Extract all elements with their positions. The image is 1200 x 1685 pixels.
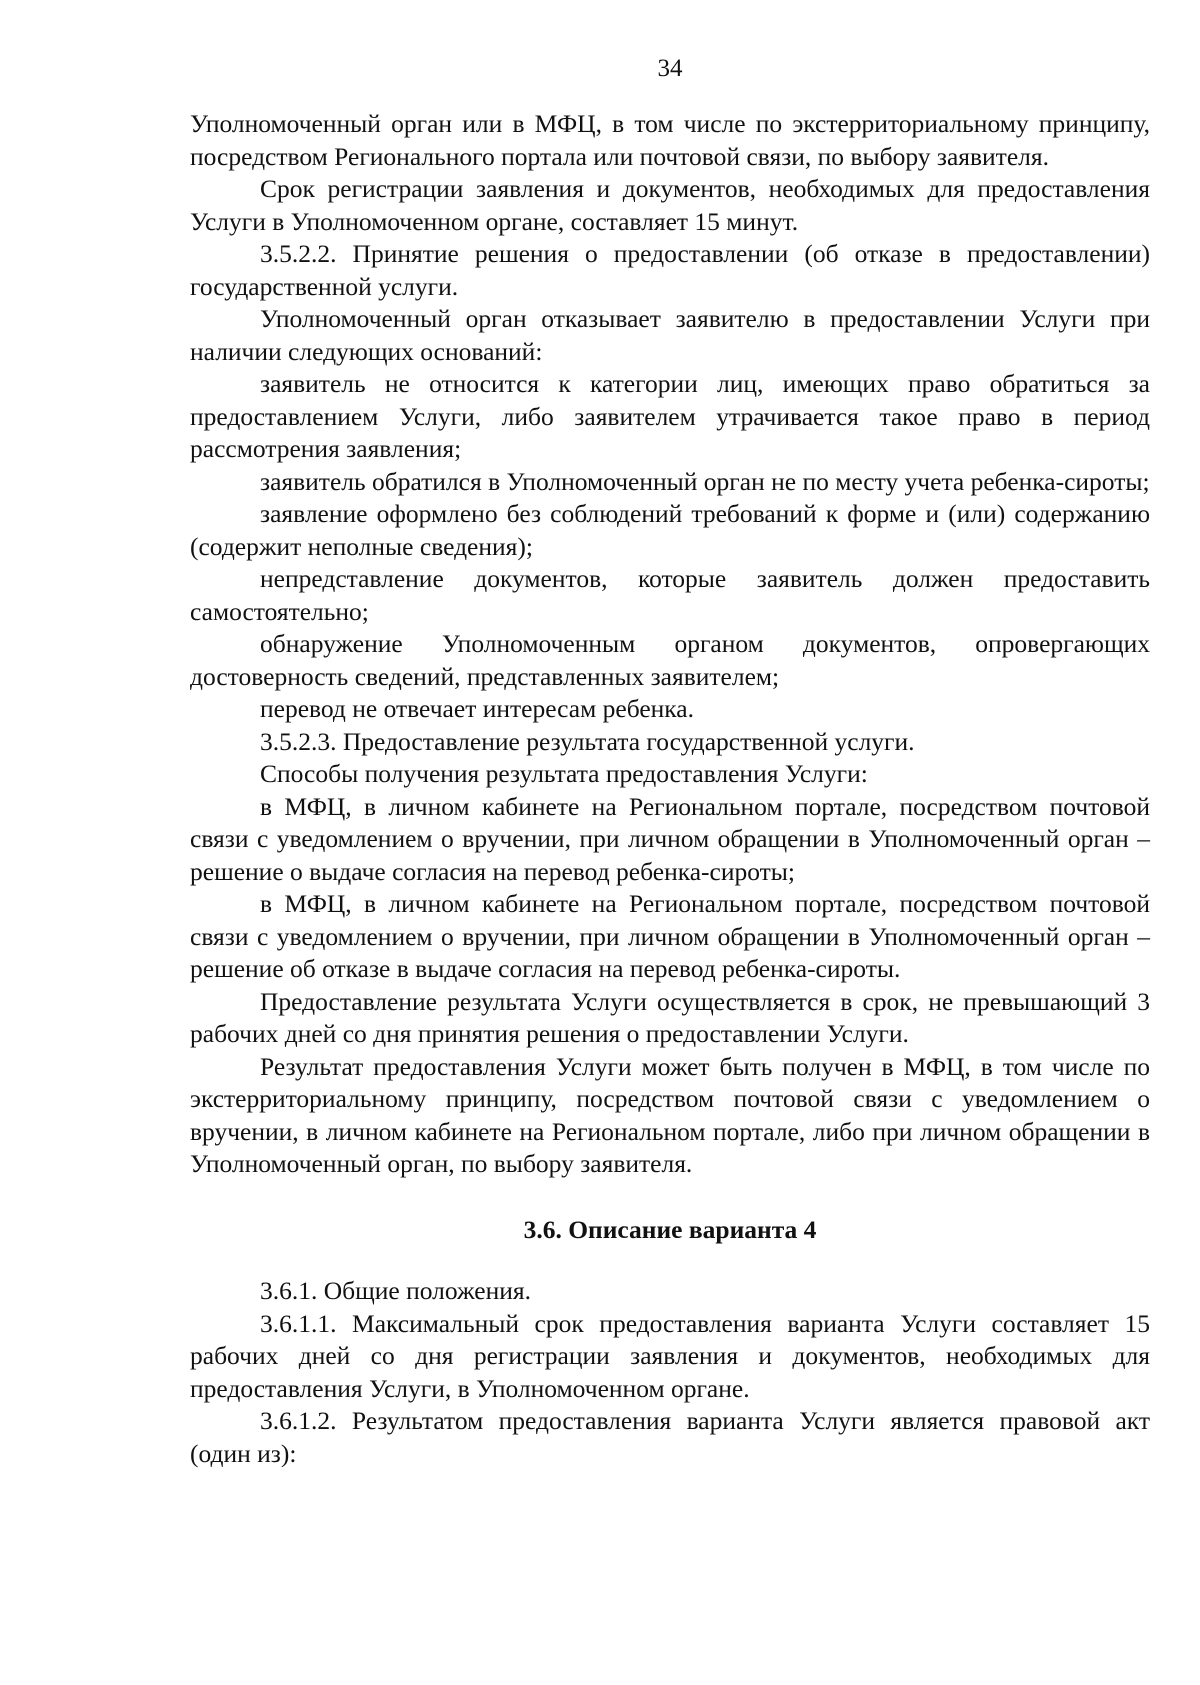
paragraph: в МФЦ, в личном кабинете на Региональном портале, посредством почтовой связи с уведомлением о вручении, при личном обращении в Уполномоченный орган – решение о выдаче согласия на перевод ребенка-сироты; — [190, 791, 1150, 886]
paragraph: непредставление документов, которые заявитель должен предоставить самостоятельно; — [190, 564, 1150, 626]
paragraph: заявитель обратился в Уполномоченный орган не по месту учета ребенка-сироты; — [260, 466, 1150, 496]
paragraph: перевод не отвечает интересам ребенка. — [260, 694, 694, 723]
paragraph: обнаружение Уполномоченным органом документов, опровергающих достоверность сведений, представленных заявителем; — [190, 629, 1150, 691]
paragraph: 3.5.2.3. Предоставление результата государственной услуги. — [260, 726, 915, 756]
paragraph: Срок регистрации заявления и документов, необходимых для предоставления Услуги в Уполномоченном органе, составляет 15 минут. — [190, 174, 1150, 236]
paragraph: 3.6.1.2. Результатом предоставления варианта Услуги является правовой акт (один из): — [190, 1406, 1150, 1468]
paragraph: 3.5.2.2. Принятие решения о предоставлении (об отказе в предоставлении) государственной услуги. — [190, 239, 1150, 301]
paragraphs-after — [190, 1275, 1150, 1470]
paragraph: 3.6.1.1. Максимальный срок предоставления варианта Услуги составляет 15 рабочих дней со дня регистрации заявления и документов, необходимых для предоставления Услуги, в Уполномоченном органе. — [190, 1308, 1150, 1403]
page-number: 34 — [657, 55, 683, 82]
paragraphs-before — [190, 108, 1150, 1181]
paragraph: Результат предоставления Услуги может быть получен в МФЦ, в том числе по экстерриториальному принципу, посредством почтовой связи с уведомлением о вручении, в личном кабинете на Региональном портале, либо при личном обращении в Уполномоченный орган, по выбору заявителя. — [190, 1051, 1150, 1178]
document-body — [190, 108, 1150, 1470]
paragraph: Предоставление результата Услуги осуществляется в срок, не превышающий 3 рабочих дней со дня принятия решения о предоставлении Услуги. — [190, 986, 1150, 1048]
paragraph: в МФЦ, в личном кабинете на Региональном портале, посредством почтовой связи с уведомлением о вручении, при личном обращении в Уполномоченный орган – решение об отказе в выдаче согласия на перевод ребенка-сироты. — [190, 889, 1150, 983]
paragraph: Уполномоченный орган отказывает заявителю в предоставлении Услуги при наличии следующих оснований: — [190, 304, 1150, 366]
paragraph: 3.6.1. Общие положения. — [260, 1276, 532, 1305]
section-heading: 3.6. Описание варианта 4 — [523, 1214, 817, 1244]
paragraph: заявитель не относится к категории лиц, имеющих право обратиться за предоставлением Услуги, либо заявителем утрачивается такое право в период рассмотрения заявления; — [190, 369, 1150, 463]
paragraph: заявление оформлено без соблюдений требований к форме и (или) содержанию (содержит неполные сведения); — [190, 499, 1150, 561]
paragraph: Уполномоченный орган или в МФЦ, в том числе по экстерриториальному принципу, посредством Регионального портала или почтовой связи, по выбору заявителя. — [190, 109, 1150, 171]
paragraph: Способы получения результата предоставления Услуги: — [260, 759, 868, 788]
